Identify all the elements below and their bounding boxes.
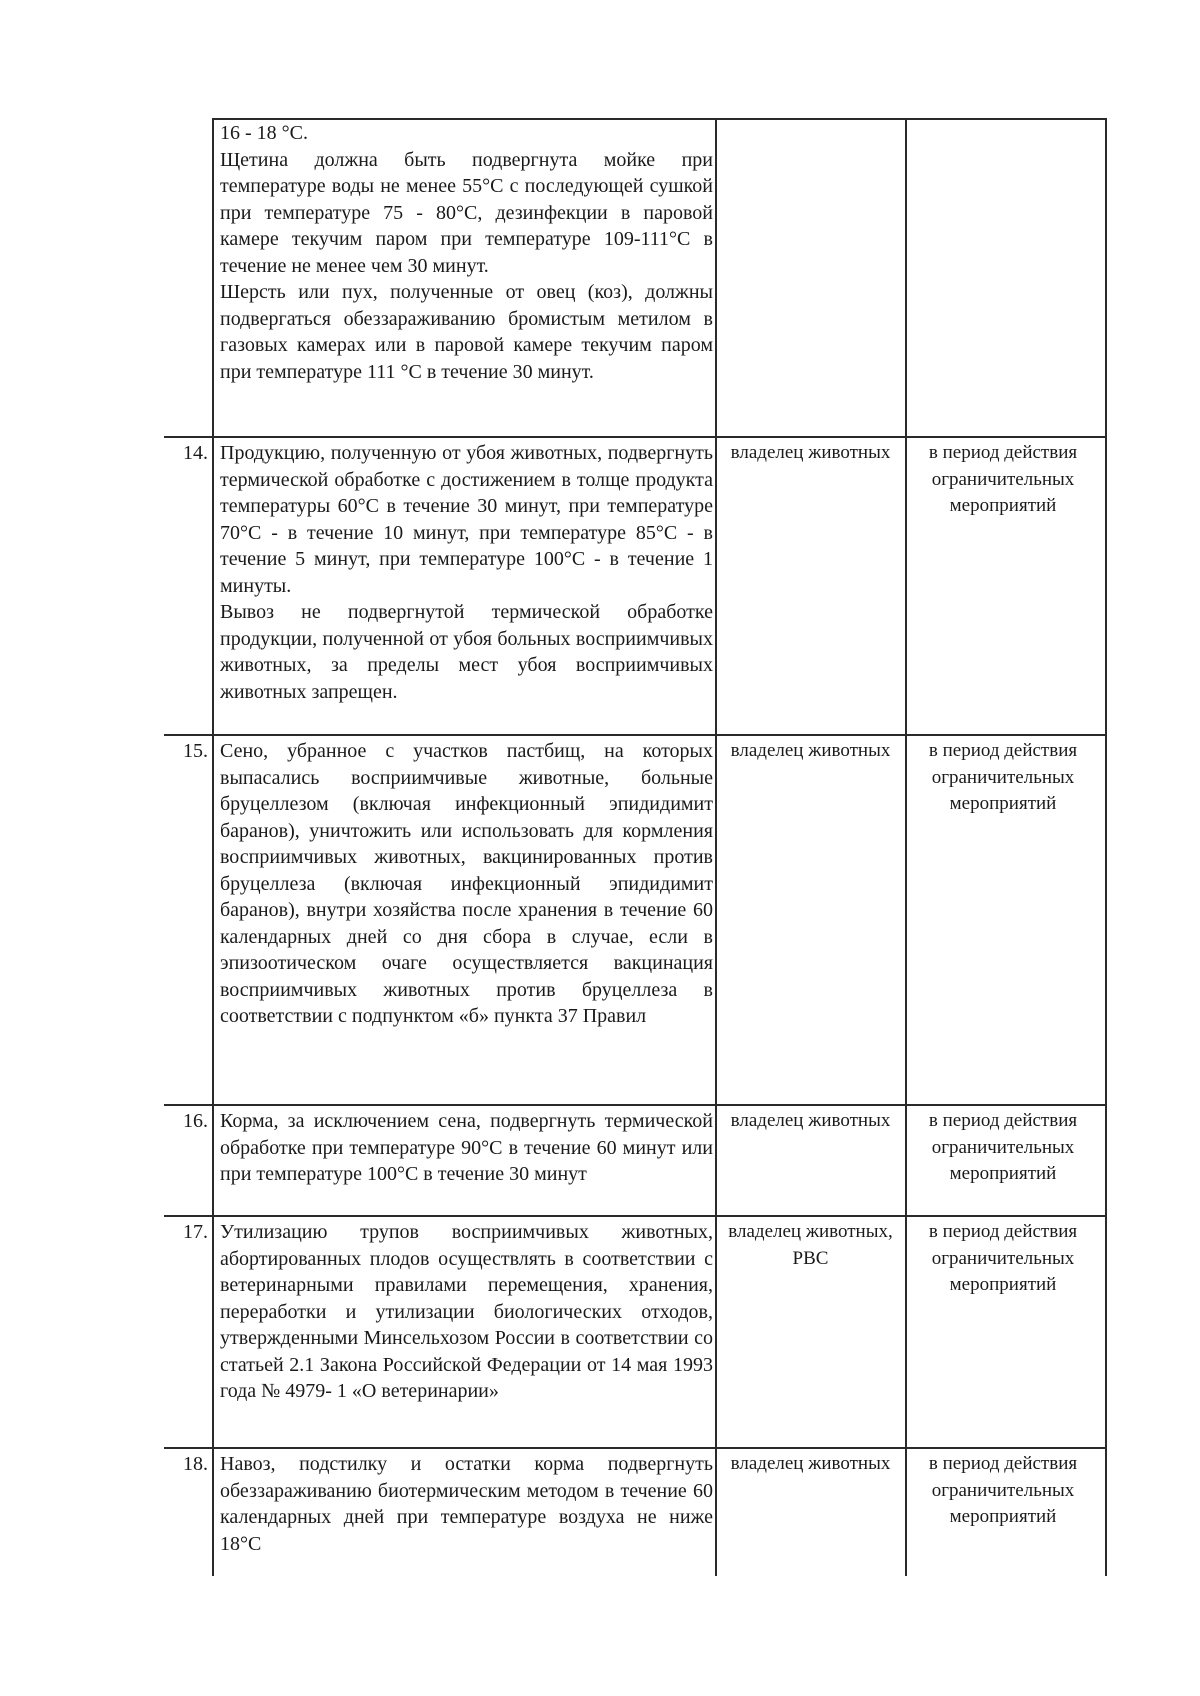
action-paragraph: Утилизацию трупов восприимчивых животных, абортированных плодов осуществлять в соответствии с ветеринарными правилами перемещения, хранения, переработки и утилизации биологических отходов, утвержденными Минсельхозом России в соответствии со статьей 2.1 Закона Российской Федерации от 14 мая 1993 года № 4979- 1 «О ветеринарии» — [220, 1221, 713, 1402]
row-number: 17. — [183, 1221, 208, 1243]
row-number: 18. — [183, 1453, 208, 1475]
action-cell — [220, 120, 713, 385]
term-cell: в период действия ограничительных мероприятий — [928, 740, 1078, 814]
row-number: 15. — [183, 740, 208, 762]
row-divider — [164, 1447, 1106, 1449]
action-paragraph: Корма, за исключением сена, подвергнуть термической обработке при температуре 90°С в течение 60 минут или при температуре 100°С в течение 30 минут — [220, 1110, 713, 1185]
term-cell: в период действия ограничительных мероприятий — [928, 1221, 1078, 1295]
action-cell — [220, 738, 713, 1030]
column-divider-responsible — [905, 118, 907, 1576]
term-cell: в период действия ограничительных мероприятий — [928, 1453, 1078, 1527]
action-cell — [220, 440, 713, 705]
responsible-cell: владелец животных — [730, 442, 891, 463]
action-cell — [220, 1451, 713, 1557]
row-divider — [164, 1104, 1106, 1106]
action-cell — [220, 1108, 713, 1188]
row-number: 14. — [183, 442, 208, 464]
row-number: 16. — [183, 1110, 208, 1132]
row-divider — [164, 1215, 1106, 1217]
table-right-border — [1105, 118, 1107, 1576]
responsible-cell: владелец животных — [730, 1110, 891, 1131]
responsible-cell: владелец животных — [730, 740, 891, 761]
row-divider — [164, 436, 1106, 438]
column-divider-number — [212, 118, 214, 1576]
column-divider-action — [715, 118, 717, 1576]
action-paragraph: Навоз, подстилку и остатки корма подвергнуть обеззараживанию биотермическим методом в течение 60 календарных дней при температуре воздуха не ниже 18°С — [220, 1453, 713, 1555]
action-paragraph: Шерсть или пух, полученные от овец (коз), должны подвергаться обеззараживанию бромистым метилом в газовых камерах или в паровой камере текучим паром при температуре 111 °С в течение 30 минут. — [220, 281, 713, 383]
responsible-cell: владелец животных, РВС — [728, 1221, 893, 1269]
term-cell: в период действия ограничительных мероприятий — [928, 1110, 1078, 1184]
responsible-cell: владелец животных — [730, 1453, 891, 1474]
row-divider — [164, 734, 1106, 736]
action-paragraph: Щетина должна быть подвергнута мойке при температуре воды не менее 55°С с последующей сушкой при температуре 75 - 80°С, дезинфекции в паровой камере текучим паром при температуре 109-111°С в течение не менее чем 30 минут. — [220, 148, 713, 277]
action-paragraph: Продукцию, полученную от убоя животных, подвергнуть термической обработке с достижением в толще продукта температуры 60°С в течение 30 минут, при температуре 70°С - в течение 10 минут, при температуре 85°С - в течение 5 минут, при температуре 100°С - в течение 1 минуты. — [220, 442, 713, 597]
term-cell: в период действия ограничительных мероприятий — [928, 442, 1078, 516]
action-cell — [220, 1219, 713, 1405]
action-paragraph: Сено, убранное с участков пастбищ, на которых выпасались восприимчивые животные, больные бруцеллезом (включая инфекционный эпидидимит баранов), уничтожить или использовать для кормления восприимчивых животных, вакцинированных против бруцеллеза (включая инфекционный эпидидимит баранов), внутри хозяйства после хранения в течение 60 календарных дней со дня сбора в случае, если в эпизоотическом очаге осуществляется вакцинация восприимчивых животных против бруцеллеза в соответствии с подпунктом «б» пункта 37 Правил — [220, 740, 713, 1027]
action-paragraph: Вывоз не подвергнутой термической обработке продукции, полученной от убоя больных восприимчивых животных, за пределы мест убоя восприимчивых животных запрещен. — [220, 601, 713, 703]
action-paragraph: 16 - 18 °С. — [220, 122, 308, 144]
